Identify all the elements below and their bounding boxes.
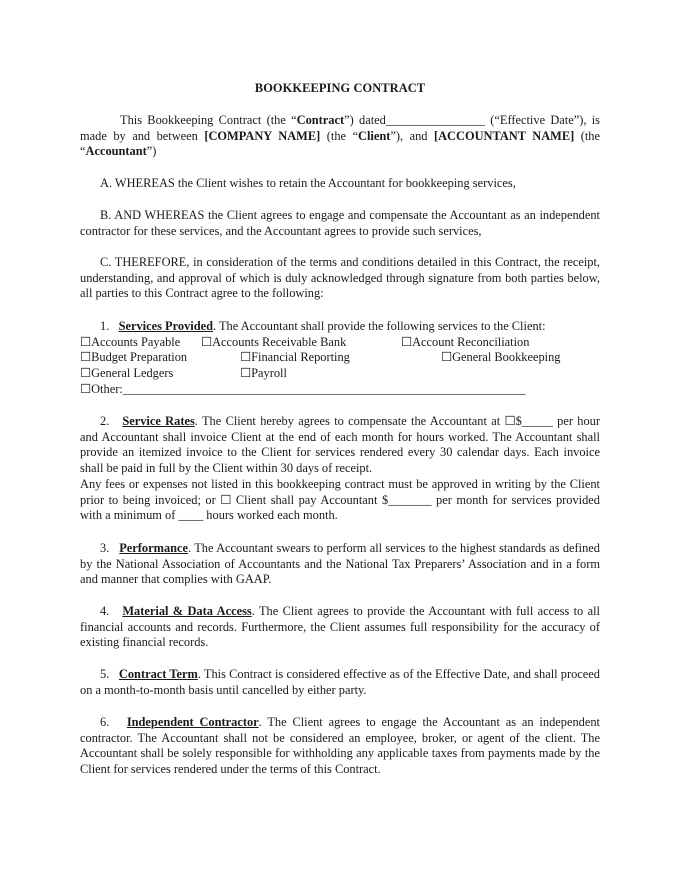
section-heading: Material & Data Access xyxy=(122,604,252,618)
section-text: . The Client agrees to engage the Accountant as an independent contractor. The Accountant shall not be considered an employee, broker, or agent of the client. The Accountant shall be solely responsible for withholding any applicable taxes from payments made by the Client for services rendered under the terms of this Contract. xyxy=(80,715,600,776)
section-text: . The Client hereby agrees to compensate the Accountant at ☐$_____ per hour and Accountant shall invoice Client at the end of each month for hours worked. The Accountant shall provide an itemized invoice to the Client for services rendered every 30 calendar days. Each invoice shall be paid in full by the Client within 30 days of receipt. xyxy=(80,414,600,475)
recital-b: B. AND WHEREAS the Client agrees to engage and compensate the Accountant as an independent contractor for these services, and the Accountant agrees to provide such services, xyxy=(80,208,600,238)
checkbox-budget-preparation[interactable]: ☐Budget Preparation xyxy=(80,350,188,364)
intro-text: ”) xyxy=(146,144,157,159)
section-services-provided xyxy=(80,319,600,335)
checkbox-other[interactable]: ☐Other:_________________________________________________________________ xyxy=(80,382,526,396)
section-text: . The Accountant swears to perform all services to the highest standards as defined by the National Association of Accountants and the National Tax Preparers’ Association and in a form and manner that complies with GAAP. xyxy=(80,541,601,587)
section-independent-contractor xyxy=(80,715,600,777)
recital-a: A. WHEREAS the Client wishes to retain the Accountant for bookkeeping services, xyxy=(100,176,516,190)
section-text: . The Accountant shall provide the following services to the Client: xyxy=(213,319,546,333)
section-performance xyxy=(80,541,600,588)
recital-c: C. THEREFORE, in consideration of the terms and conditions detailed in this Contract, the receipt, understanding, and approval of which is duly acknowledged through signature from both parties below, all parties to this Contract agree to the following: xyxy=(80,255,600,301)
checkbox-account-reconciliation[interactable]: ☐Account Reconciliation xyxy=(401,335,530,349)
checkbox-general-bookkeeping[interactable]: ☐General Bookkeeping xyxy=(441,350,561,364)
service-rates-continued: Any fees or expenses not listed in this bookkeeping contract must be approved in writing by the Client prior to being invoiced; or ☐ Client shall pay Accountant $_______ per month for services provided with a minimum of ____ hours worked each month. xyxy=(80,477,600,523)
company-name-placeholder: [COMPANY NAME] xyxy=(204,128,321,143)
section-heading: Performance xyxy=(119,541,189,555)
accountant-term: Accountant xyxy=(85,144,147,159)
section-text: . This Contract is considered effective as of the Effective Date, and shall proceed on a month-to-month basis until cancelled by either party. xyxy=(80,667,600,697)
intro-text: (the “ xyxy=(80,128,600,159)
client-term: Client xyxy=(358,128,391,143)
section-text: . The Client agrees to provide the Accountant with full access to all financial accounts and records. Furthermore, the Client assumes full responsibility for the accuracy of existing financial records. xyxy=(80,604,600,650)
service-options-row xyxy=(80,350,600,366)
service-options-row xyxy=(80,335,600,351)
section-number: 2. xyxy=(100,414,110,428)
service-options-row xyxy=(80,366,600,382)
section-number: 3. xyxy=(100,541,110,555)
intro-paragraph xyxy=(80,113,600,160)
section-heading: Services Provided xyxy=(118,319,213,333)
section-heading: Service Rates xyxy=(122,414,195,428)
document-title: BOOKKEEPING CONTRACT xyxy=(254,81,426,95)
section-heading: Contract Term xyxy=(118,667,198,681)
intro-text: ”), and xyxy=(390,128,434,143)
section-material-data-access xyxy=(80,604,600,651)
section-number: 6. xyxy=(100,715,110,729)
section-number: 1. xyxy=(100,319,110,333)
checkbox-financial-reporting[interactable]: ☐Financial Reporting xyxy=(240,350,350,364)
section-contract-term xyxy=(80,667,600,698)
section-number: 5. xyxy=(100,667,110,681)
section-number: 4. xyxy=(100,604,110,618)
contract-term: Contract xyxy=(296,113,345,127)
section-heading: Independent Contractor xyxy=(126,715,259,729)
section-service-rates xyxy=(80,414,600,476)
checkbox-payroll[interactable]: ☐Payroll xyxy=(240,366,287,380)
accountant-name-placeholder: [ACCOUNTANT NAME] xyxy=(433,128,575,143)
service-options-row xyxy=(80,382,600,398)
checkbox-accounts-receivable-bank[interactable]: ☐Accounts Receivable Bank xyxy=(201,335,347,349)
checkbox-accounts-payable[interactable]: ☐Accounts Payable xyxy=(80,335,181,349)
intro-text: ”) dated________________ (“Effective Date”), is made by and between xyxy=(80,113,600,143)
intro-text: This Bookkeeping Contract (the “ xyxy=(120,113,297,127)
checkbox-general-ledgers[interactable]: ☐General Ledgers xyxy=(80,366,174,380)
intro-text: (the “ xyxy=(320,128,359,143)
